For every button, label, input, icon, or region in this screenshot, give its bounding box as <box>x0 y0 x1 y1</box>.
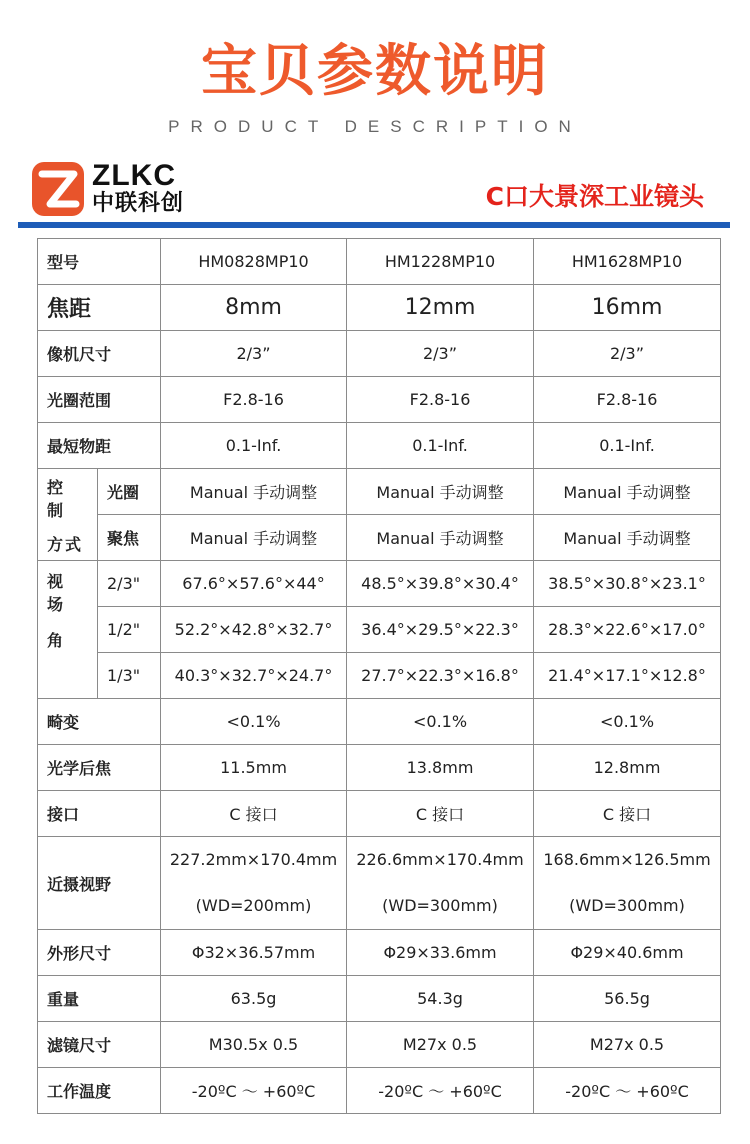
cell: 2/3” <box>161 331 347 377</box>
table-row-distortion <box>38 699 721 745</box>
cell: C 接口 <box>534 791 721 837</box>
row-label: 外形尺寸 <box>38 930 161 976</box>
table-row-filter <box>38 1022 721 1068</box>
brand-name-en: ZLKC <box>92 159 176 192</box>
table-row-fov <box>38 653 721 699</box>
cell: 2/3” <box>347 331 534 377</box>
cell: 27.7°×22.3°×16.8° <box>347 653 534 699</box>
row-label: 最短物距 <box>38 423 161 469</box>
cell: M27x 0.5 <box>534 1022 721 1068</box>
cell: 2/3” <box>534 331 721 377</box>
table-row-mount <box>38 791 721 837</box>
row-label: 光学后焦 <box>38 745 161 791</box>
table-row-bfl <box>38 745 721 791</box>
row-label: 像机尺寸 <box>38 331 161 377</box>
row-group-label <box>38 561 98 699</box>
row-label: 型号 <box>38 239 161 285</box>
row-label: 滤镜尺寸 <box>38 1022 161 1068</box>
cell: Manual 手动调整 <box>347 469 534 515</box>
cell: 36.4°×29.5°×22.3° <box>347 607 534 653</box>
cell: F2.8-16 <box>534 377 721 423</box>
table-row-focal <box>38 285 721 331</box>
sub-label: 聚焦 <box>98 515 161 561</box>
cell <box>161 837 347 930</box>
cell: HM1628MP10 <box>534 239 721 285</box>
table-row-near-fov <box>38 837 721 930</box>
near-fov-wd: (WD=300mm) <box>569 896 685 915</box>
cell: 63.5g <box>161 976 347 1022</box>
table-row-weight <box>38 976 721 1022</box>
cell: 13.8mm <box>347 745 534 791</box>
cell: 0.1-Inf. <box>161 423 347 469</box>
cell: <0.1% <box>347 699 534 745</box>
cell <box>347 837 534 930</box>
cell: -20ºC ～ +60ºC <box>534 1068 721 1114</box>
sub-label: 1/2" <box>98 607 161 653</box>
cell: Manual 手动调整 <box>347 515 534 561</box>
sub-label: 光圈 <box>98 469 161 515</box>
cell: M30.5x 0.5 <box>161 1022 347 1068</box>
cell: 48.5°×39.8°×30.4° <box>347 561 534 607</box>
table-row-sensor <box>38 331 721 377</box>
table-row-iris <box>38 469 721 515</box>
brand-logo <box>32 160 184 218</box>
cell: <0.1% <box>161 699 347 745</box>
cell: 28.3°×22.6°×17.0° <box>534 607 721 653</box>
cell: 21.4°×17.1°×12.8° <box>534 653 721 699</box>
cell: 12mm <box>347 285 534 331</box>
cell: -20ºC ～ +60ºC <box>161 1068 347 1114</box>
page-subtitle: PRODUCT DESCRIPTION <box>168 117 582 136</box>
group-label-line: 视 场 <box>47 571 78 614</box>
sub-label: 1/3" <box>98 653 161 699</box>
cell: 11.5mm <box>161 745 347 791</box>
table-row-dimension <box>38 930 721 976</box>
near-fov-size: 168.6mm×126.5mm <box>543 850 711 869</box>
cell: Φ29×33.6mm <box>347 930 534 976</box>
table-row-fov <box>38 607 721 653</box>
cell: HM1228MP10 <box>347 239 534 285</box>
cell: F2.8-16 <box>347 377 534 423</box>
cell: Manual 手动调整 <box>161 469 347 515</box>
cell: Φ32×36.57mm <box>161 930 347 976</box>
cell: 38.5°×30.8°×23.1° <box>534 561 721 607</box>
cell: M27x 0.5 <box>347 1022 534 1068</box>
brand-name-cn: 中联科创 <box>92 191 185 216</box>
group-label-line: 角 <box>47 630 78 650</box>
near-fov-size: 226.6mm×170.4mm <box>356 850 524 869</box>
row-label: 重量 <box>38 976 161 1022</box>
header-divider <box>18 222 730 228</box>
near-fov-size: 227.2mm×170.4mm <box>169 850 338 869</box>
cell: 54.3g <box>347 976 534 1022</box>
cell: 16mm <box>534 285 721 331</box>
row-label: 工作温度 <box>38 1068 161 1114</box>
cell: 52.2°×42.8°×32.7° <box>161 607 347 653</box>
cell: Manual 手动调整 <box>161 515 347 561</box>
cell: 8mm <box>161 285 347 331</box>
table-row-mod <box>38 423 721 469</box>
near-fov-wd: (WD=300mm) <box>382 896 498 915</box>
table-row-aperture <box>38 377 721 423</box>
cell <box>534 837 721 930</box>
cell: HM0828MP10 <box>161 239 347 285</box>
cell: 0.1-Inf. <box>347 423 534 469</box>
product-name: C口大景深工业镜头 <box>485 182 704 211</box>
row-label: 近摄视野 <box>38 837 161 930</box>
near-fov-wd: (WD=200mm) <box>195 896 312 915</box>
cell: 0.1-Inf. <box>534 423 721 469</box>
table-row-model <box>38 239 721 285</box>
table-row-fov <box>38 561 721 607</box>
row-label: 畸变 <box>38 699 161 745</box>
sub-label: 2/3" <box>98 561 161 607</box>
group-label-line: 方式 <box>47 534 84 554</box>
table-row-focus <box>38 515 721 561</box>
row-label: 光圈范围 <box>38 377 161 423</box>
cell: C 接口 <box>347 791 534 837</box>
cell: F2.8-16 <box>161 377 347 423</box>
table-row-temp <box>38 1068 721 1114</box>
cell: C 接口 <box>161 791 347 837</box>
row-label: 焦距 <box>38 285 161 331</box>
row-group-label <box>38 469 98 561</box>
cell: 56.5g <box>534 976 721 1022</box>
logo-z-icon <box>32 162 84 216</box>
cell: 67.6°×57.6°×44° <box>161 561 347 607</box>
spec-table <box>37 238 721 1114</box>
page-title: 宝贝参数说明 <box>201 39 549 104</box>
cell: -20ºC ～ +60ºC <box>347 1068 534 1114</box>
row-label: 接口 <box>38 791 161 837</box>
cell: <0.1% <box>534 699 721 745</box>
cell: Φ29×40.6mm <box>534 930 721 976</box>
cell: Manual 手动调整 <box>534 515 721 561</box>
cell: 12.8mm <box>534 745 721 791</box>
cell: 40.3°×32.7°×24.7° <box>161 653 347 699</box>
group-label-line: 控 制 <box>47 477 78 520</box>
cell: Manual 手动调整 <box>534 469 721 515</box>
